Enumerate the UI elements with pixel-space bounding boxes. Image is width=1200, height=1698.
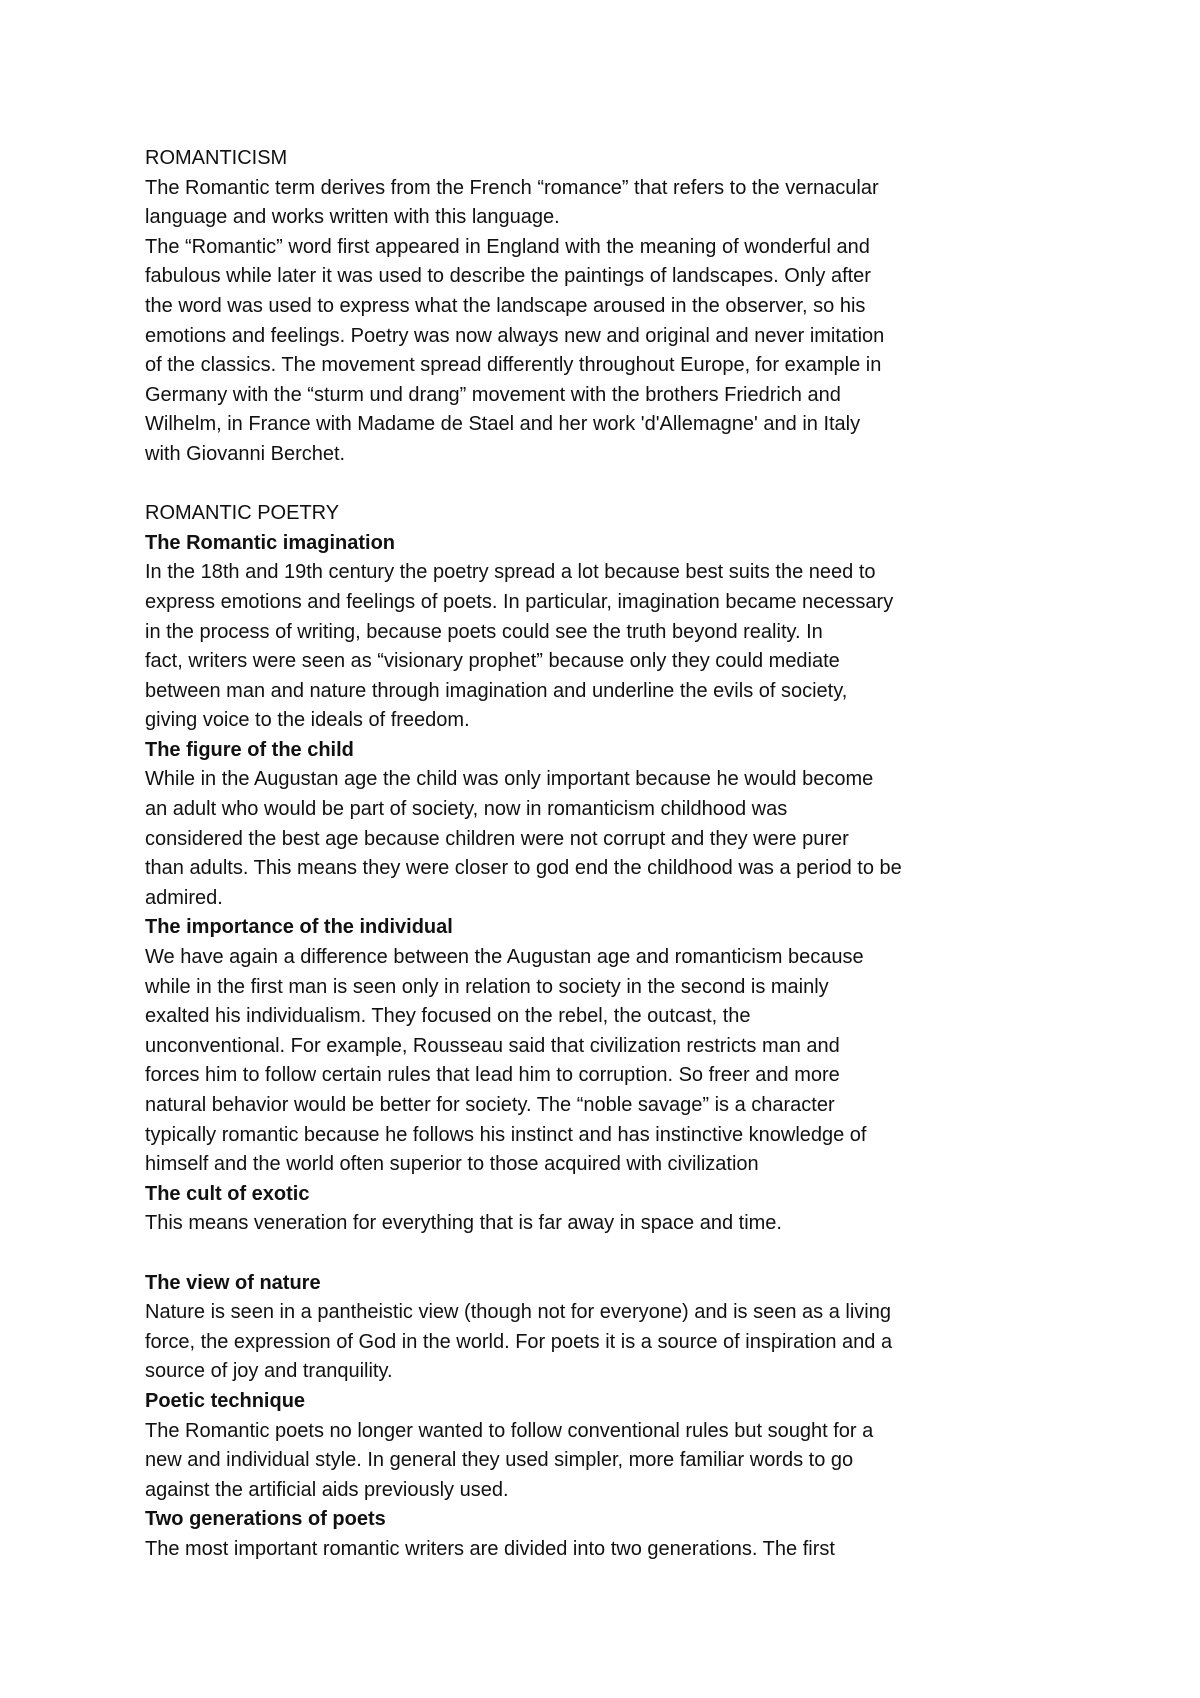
text-line: with Giovanni Berchet. — [145, 442, 346, 465]
section-heading-romanticism: ROMANTICISM — [145, 147, 288, 169]
subsection-title: The importance of the individual — [145, 916, 453, 939]
text-line: In the 18th and 19th century the poetry spread a lot because best suits the need to — [145, 561, 876, 584]
text-line: against the artificial aids previously used. — [145, 1478, 509, 1501]
text-line: force, the expression of God in the world. For poets it is a source of inspiration and a — [145, 1330, 893, 1353]
text-line: the word was used to express what the landscape aroused in the observer, so his — [145, 294, 866, 317]
text-line: between man and nature through imagination and underline the evils of society, — [145, 679, 848, 702]
text-line: unconventional. For example, Rousseau said that civilization restricts man and — [145, 1034, 840, 1057]
subsection-title: Poetic technique — [145, 1389, 306, 1412]
text-line: We have again a difference between the Augustan age and romanticism because — [145, 946, 864, 969]
text-line: fact, writers were seen as “visionary prophet” because only they could mediate — [145, 650, 840, 673]
subsection-title: The view of nature — [145, 1271, 321, 1294]
text-line: new and individual style. In general they used simpler, more familiar words to go — [145, 1449, 854, 1472]
blank-line — [145, 1239, 1005, 1269]
text-line: The Romantic term derives from the French “romance” that refers to the vernacular — [145, 176, 879, 199]
section-heading-romantic-poetry: ROMANTIC POETRY — [145, 502, 340, 525]
subsection-importance-of-individual — [145, 913, 1005, 1179]
text-line: forces him to follow certain rules that lead him to corruption. So freer and more — [145, 1064, 840, 1087]
text-line: Nature is seen in a pantheistic view (though not for everyone) and is seen as a living — [145, 1301, 891, 1324]
text-line: express emotions and feelings of poets. In particular, imagination became necessary — [145, 590, 894, 613]
text-line: emotions and feelings. Poetry was now always new and original and never imitation — [145, 324, 885, 347]
text-line: This means veneration for everything that is far away in space and time. — [145, 1212, 782, 1235]
text-line: source of joy and tranquility. — [145, 1360, 393, 1383]
text-line: admired. — [145, 886, 223, 909]
subsection-two-generations — [145, 1505, 1005, 1564]
text-line: than adults. This means they were closer to god end the childhood was a period to be — [145, 857, 902, 880]
text-line: language and works written with this language. — [145, 206, 560, 229]
subsection-romantic-imagination — [145, 529, 1005, 736]
subsection-title: The cult of exotic — [145, 1182, 310, 1205]
document-body — [145, 144, 1005, 1565]
text-line: while in the first man is seen only in relation to society in the second is mainly — [145, 975, 829, 998]
blank-line — [145, 470, 1005, 500]
text-line: typically romantic because he follows his instinct and has instinctive knowledge of — [145, 1123, 867, 1146]
subsection-title: Two generations of poets — [145, 1508, 386, 1531]
subsection-title: The figure of the child — [145, 738, 354, 761]
text-line: The “Romantic” word first appeared in England with the meaning of wonderful and — [145, 235, 870, 258]
subsection-cult-of-exotic — [145, 1180, 1005, 1239]
subsection-title: The Romantic imagination — [145, 531, 396, 554]
text-line: considered the best age because children were not corrupt and they were purer — [145, 827, 849, 850]
romanticism-paragraph — [145, 174, 1005, 470]
text-line: an adult who would be part of society, now in romanticism childhood was — [145, 798, 788, 821]
text-line: himself and the world often superior to those acquired with civilization — [145, 1153, 759, 1176]
subsection-view-of-nature — [145, 1269, 1005, 1387]
text-line: The Romantic poets no longer wanted to follow conventional rules but sought for a — [145, 1419, 874, 1442]
text-line: Wilhelm, in France with Madame de Stael and her work 'd'Allemagne' and in Italy — [145, 413, 861, 436]
subsection-figure-of-child — [145, 736, 1005, 914]
text-line: in the process of writing, because poets could see the truth beyond reality. In — [145, 620, 823, 643]
text-line: Germany with the “sturm und drang” movement with the brothers Friedrich and — [145, 383, 841, 406]
subsection-poetic-technique — [145, 1387, 1005, 1505]
text-line: natural behavior would be better for society. The “noble savage” is a character — [145, 1094, 835, 1116]
text-line: The most important romantic writers are divided into two generations. The first — [145, 1537, 835, 1560]
text-line: fabulous while later it was used to describe the paintings of landscapes. Only after — [145, 265, 871, 288]
text-line: of the classics. The movement spread differently throughout Europe, for example in — [145, 354, 882, 377]
text-line: giving voice to the ideals of freedom. — [145, 709, 470, 732]
text-line: exalted his individualism. They focused on the rebel, the outcast, the — [145, 1005, 751, 1028]
text-line: While in the Augustan age the child was only important because he would become — [145, 768, 874, 791]
